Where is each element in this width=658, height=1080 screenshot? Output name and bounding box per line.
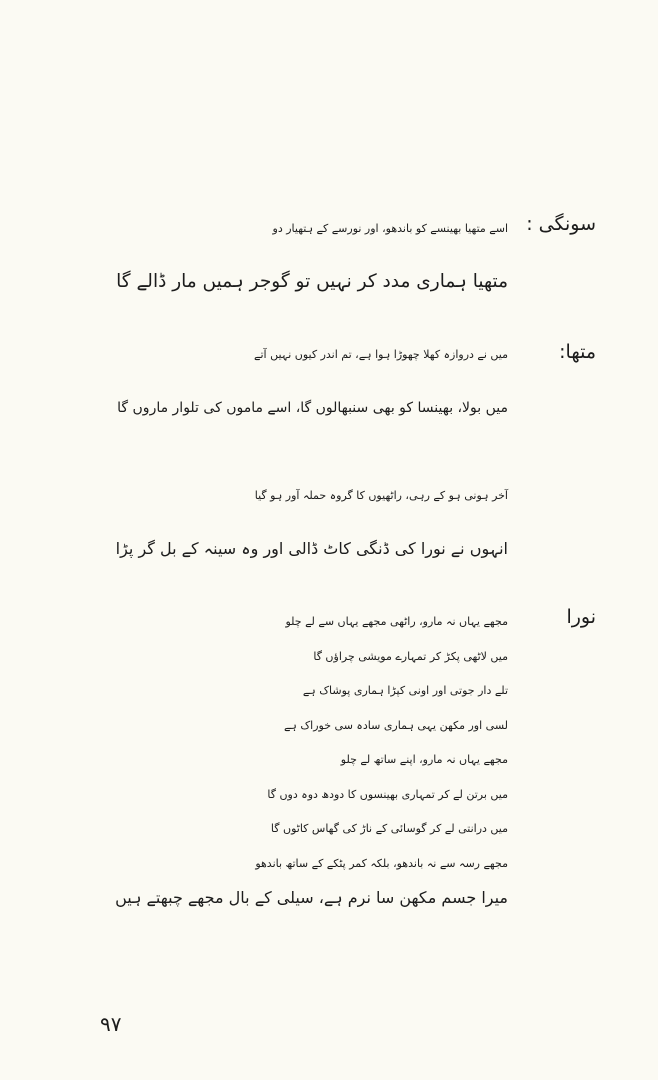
text-line: مجھے یہاں نہ مارو، اپنے ساتھ لے چلو bbox=[340, 753, 508, 766]
text-line: میں لاٹھی پکڑ کر تمہارے مویشی چراؤں گا bbox=[313, 649, 508, 663]
speaker-label: سونگی : bbox=[526, 213, 596, 235]
text-line: تلے دار جوتی اور اونی کپڑا ہماری پوشاک ہے bbox=[302, 684, 508, 697]
text-line: مجھے یہاں نہ مارو، راٹھی مجھے یہاں سے لے چلو bbox=[285, 615, 508, 628]
text-line: لسی اور مکھن یہی ہماری سادہ سی خوراک ہے bbox=[283, 718, 508, 732]
text-line: انہوں نے نورا کی ڈنگی کاٹ ڈالی اور وہ سینہ کے بل گر پڑا bbox=[115, 539, 508, 558]
speaker-label: نورا bbox=[566, 606, 596, 628]
text-line: آخر ہونی ہو کے رہی، راٹھیوں کا گروہ حملہ آور ہو گیا bbox=[254, 489, 508, 502]
dialogue-block bbox=[117, 340, 508, 423]
text-line: میں نے دروازہ کھلا چھوڑا ہوا ہے، تم اندر کیوں نہیں آتے bbox=[254, 348, 508, 361]
text-line: میں درانتی لے کر گوسائی کے ناڑ کی گھاس کاٹوں گا bbox=[270, 822, 508, 835]
text-line: میں بولا، بھینسا کو بھی سنبھالوں گا، اسے ماموں کی تلوار ماروں گا bbox=[117, 400, 508, 416]
speaker-label: متھا: bbox=[559, 341, 596, 363]
text-line: متھیا ہماری مدد کر نہیں تو گوجر ہمیں مار ڈالے گا bbox=[116, 271, 508, 292]
narration-block bbox=[116, 481, 508, 564]
dialogue-block bbox=[116, 214, 508, 297]
page-number: ۹۷ bbox=[100, 1012, 122, 1036]
text-line: میرا جسم مکھن سا نرم ہے، سیلی کے بال مجھے چبھتے ہیں bbox=[115, 888, 508, 907]
text-line: مجھے رسہ سے نہ باندھو، بلکہ کمر پٹکے کے ساتھ باندھو bbox=[255, 856, 508, 870]
verse-block bbox=[115, 605, 508, 916]
text-line: اسے متھیا بھینسے کو باندھو، اور نورسے کے ہتھیار دو bbox=[272, 222, 508, 235]
text-line: میں برتن لے کر تمہاری بھینسوں کا دودھ دوہ دوں گا bbox=[267, 787, 508, 801]
